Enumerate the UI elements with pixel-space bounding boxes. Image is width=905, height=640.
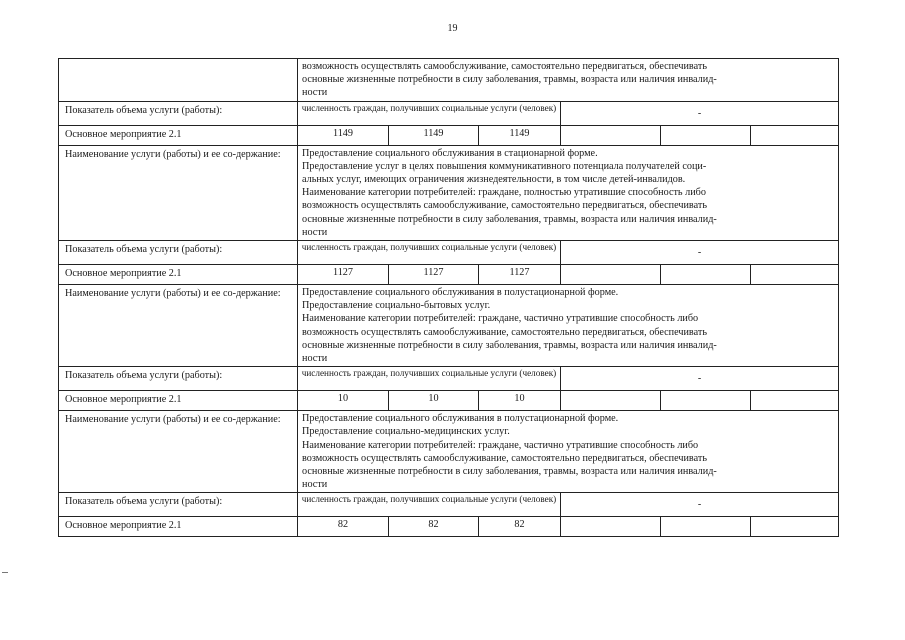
scan-edge-mark (2, 572, 8, 573)
value-cell: 82 (389, 517, 479, 537)
indicator-label: Показатель объема услуги (работы): (59, 493, 298, 517)
content-line: ности (302, 479, 328, 491)
indicator-label: Показатель объема услуги (работы): (59, 101, 298, 125)
content-line: ности (302, 353, 328, 365)
service-name-label: Наименование услуги (работы) и ее со-держание: (59, 411, 298, 493)
content-line: возможность осуществлять самообслуживание, самостоятельно передвигаться, обеспечивать (302, 61, 707, 72)
continuation-content (298, 59, 839, 102)
content-line: основные жизненные потребности в силу заболевания, травмы, возраста или наличия инвалид- (302, 213, 717, 225)
indicator-row (59, 101, 839, 125)
empty-value-cell (661, 125, 751, 145)
value-cell: 82 (298, 517, 389, 537)
content-line: возможность осуществлять самообслуживание, самостоятельно передвигаться, обеспечивать (302, 452, 707, 464)
service-name-row (59, 411, 839, 493)
value-cell: 10 (298, 391, 389, 411)
indicator-row (59, 367, 839, 391)
content-line: ности (302, 226, 328, 238)
service-name-label: Наименование услуги (работы) и ее со-держание: (59, 285, 298, 367)
state-program-table (58, 58, 839, 537)
indicator-text: численность граждан, получивших социальные услуги (человек) (298, 493, 561, 517)
value-cell: 1149 (389, 125, 479, 145)
content-line: альных услуг, имеющих ограничения жизнедеятельности, в том числе детей-инвалидов. (302, 174, 686, 186)
content-line: Наименование категории потребителей: граждане, полностью утратившие способность либо (302, 187, 706, 199)
empty-label-cell (59, 59, 298, 102)
indicator-text: численность граждан, получивших социальные услуги (человек) (298, 101, 561, 125)
service-name-row (59, 145, 839, 240)
content-line: основные жизненные потребности в силу заболевания, травмы, возраста или наличия инвалид- (302, 466, 717, 478)
main-event-label: Основное мероприятие 2.1 (59, 125, 298, 145)
service-content (298, 285, 839, 367)
value-cell: 82 (479, 517, 561, 537)
content-line: возможность осуществлять самообслуживание, самостоятельно передвигаться, обеспечивать (302, 200, 707, 212)
empty-value-cell (751, 517, 839, 537)
indicator-row (59, 241, 839, 265)
main-event-label: Основное мероприятие 2.1 (59, 391, 298, 411)
service-name-row (59, 285, 839, 367)
empty-value-cell (751, 265, 839, 285)
indicator-text: численность граждан, получивших социальные услуги (человек) (298, 241, 561, 265)
indicator-label: Показатель объема услуги (работы): (59, 241, 298, 265)
content-line: Предоставление услуг в целях повышения коммуникативного потенциала получателей соци- (302, 160, 707, 172)
value-cell: 10 (479, 391, 561, 411)
main-event-row (59, 265, 839, 285)
page-number: 19 (447, 23, 458, 34)
empty-value-cell (561, 391, 661, 411)
empty-value-cell (661, 265, 751, 285)
empty-value-cell (561, 265, 661, 285)
value-cell: 10 (389, 391, 479, 411)
indicator-dash: - (561, 101, 839, 125)
continuation-row (59, 59, 839, 102)
empty-value-cell (661, 391, 751, 411)
indicator-dash: - (561, 241, 839, 265)
indicator-text: численность граждан, получивших социальные услуги (человек) (298, 367, 561, 391)
empty-value-cell (561, 125, 661, 145)
service-content (298, 145, 839, 240)
content-line: основные жизненные потребности в силу заболевания, травмы, возраста или наличия инвалид- (302, 339, 717, 351)
indicator-dash: - (561, 493, 839, 517)
content-line: возможность осуществлять самообслуживание, самостоятельно передвигаться, обеспечивать (302, 326, 707, 338)
content-line: Предоставление социального обслуживания в стационарной форме. (302, 147, 598, 159)
value-cell: 1149 (298, 125, 389, 145)
value-cell: 1127 (298, 265, 389, 285)
main-event-row (59, 125, 839, 145)
service-content (298, 411, 839, 493)
service-name-label: Наименование услуги (работы) и ее со-держание: (59, 145, 298, 240)
empty-value-cell (751, 391, 839, 411)
content-line: Предоставление социального обслуживания в полустационарной форме. (302, 413, 619, 425)
content-line: Наименование категории потребителей: граждане, частично утратившие способность либо (302, 439, 699, 451)
empty-value-cell (751, 125, 839, 145)
content-line: основные жизненные потребности в силу заболевания, травмы, возраста или наличия инвалид- (302, 74, 717, 86)
value-cell: 1127 (389, 265, 479, 285)
main-event-label: Основное мероприятие 2.1 (59, 517, 298, 537)
indicator-row (59, 493, 839, 517)
value-cell: 1149 (479, 125, 561, 145)
main-event-row (59, 517, 839, 537)
empty-value-cell (661, 517, 751, 537)
main-event-label: Основное мероприятие 2.1 (59, 265, 298, 285)
content-line: Предоставление социального обслуживания в полустационарной форме. (302, 287, 619, 299)
indicator-dash: - (561, 367, 839, 391)
main-event-row (59, 391, 839, 411)
content-line: Предоставление социально-бытовых услуг. (302, 300, 491, 312)
empty-value-cell (561, 517, 661, 537)
value-cell: 1127 (479, 265, 561, 285)
content-line: ности (302, 87, 328, 99)
content-line: Предоставление социально-медицинских услуг. (302, 426, 510, 438)
indicator-label: Показатель объема услуги (работы): (59, 367, 298, 391)
content-line: Наименование категории потребителей: граждане, частично утратившие способность либо (302, 313, 699, 325)
